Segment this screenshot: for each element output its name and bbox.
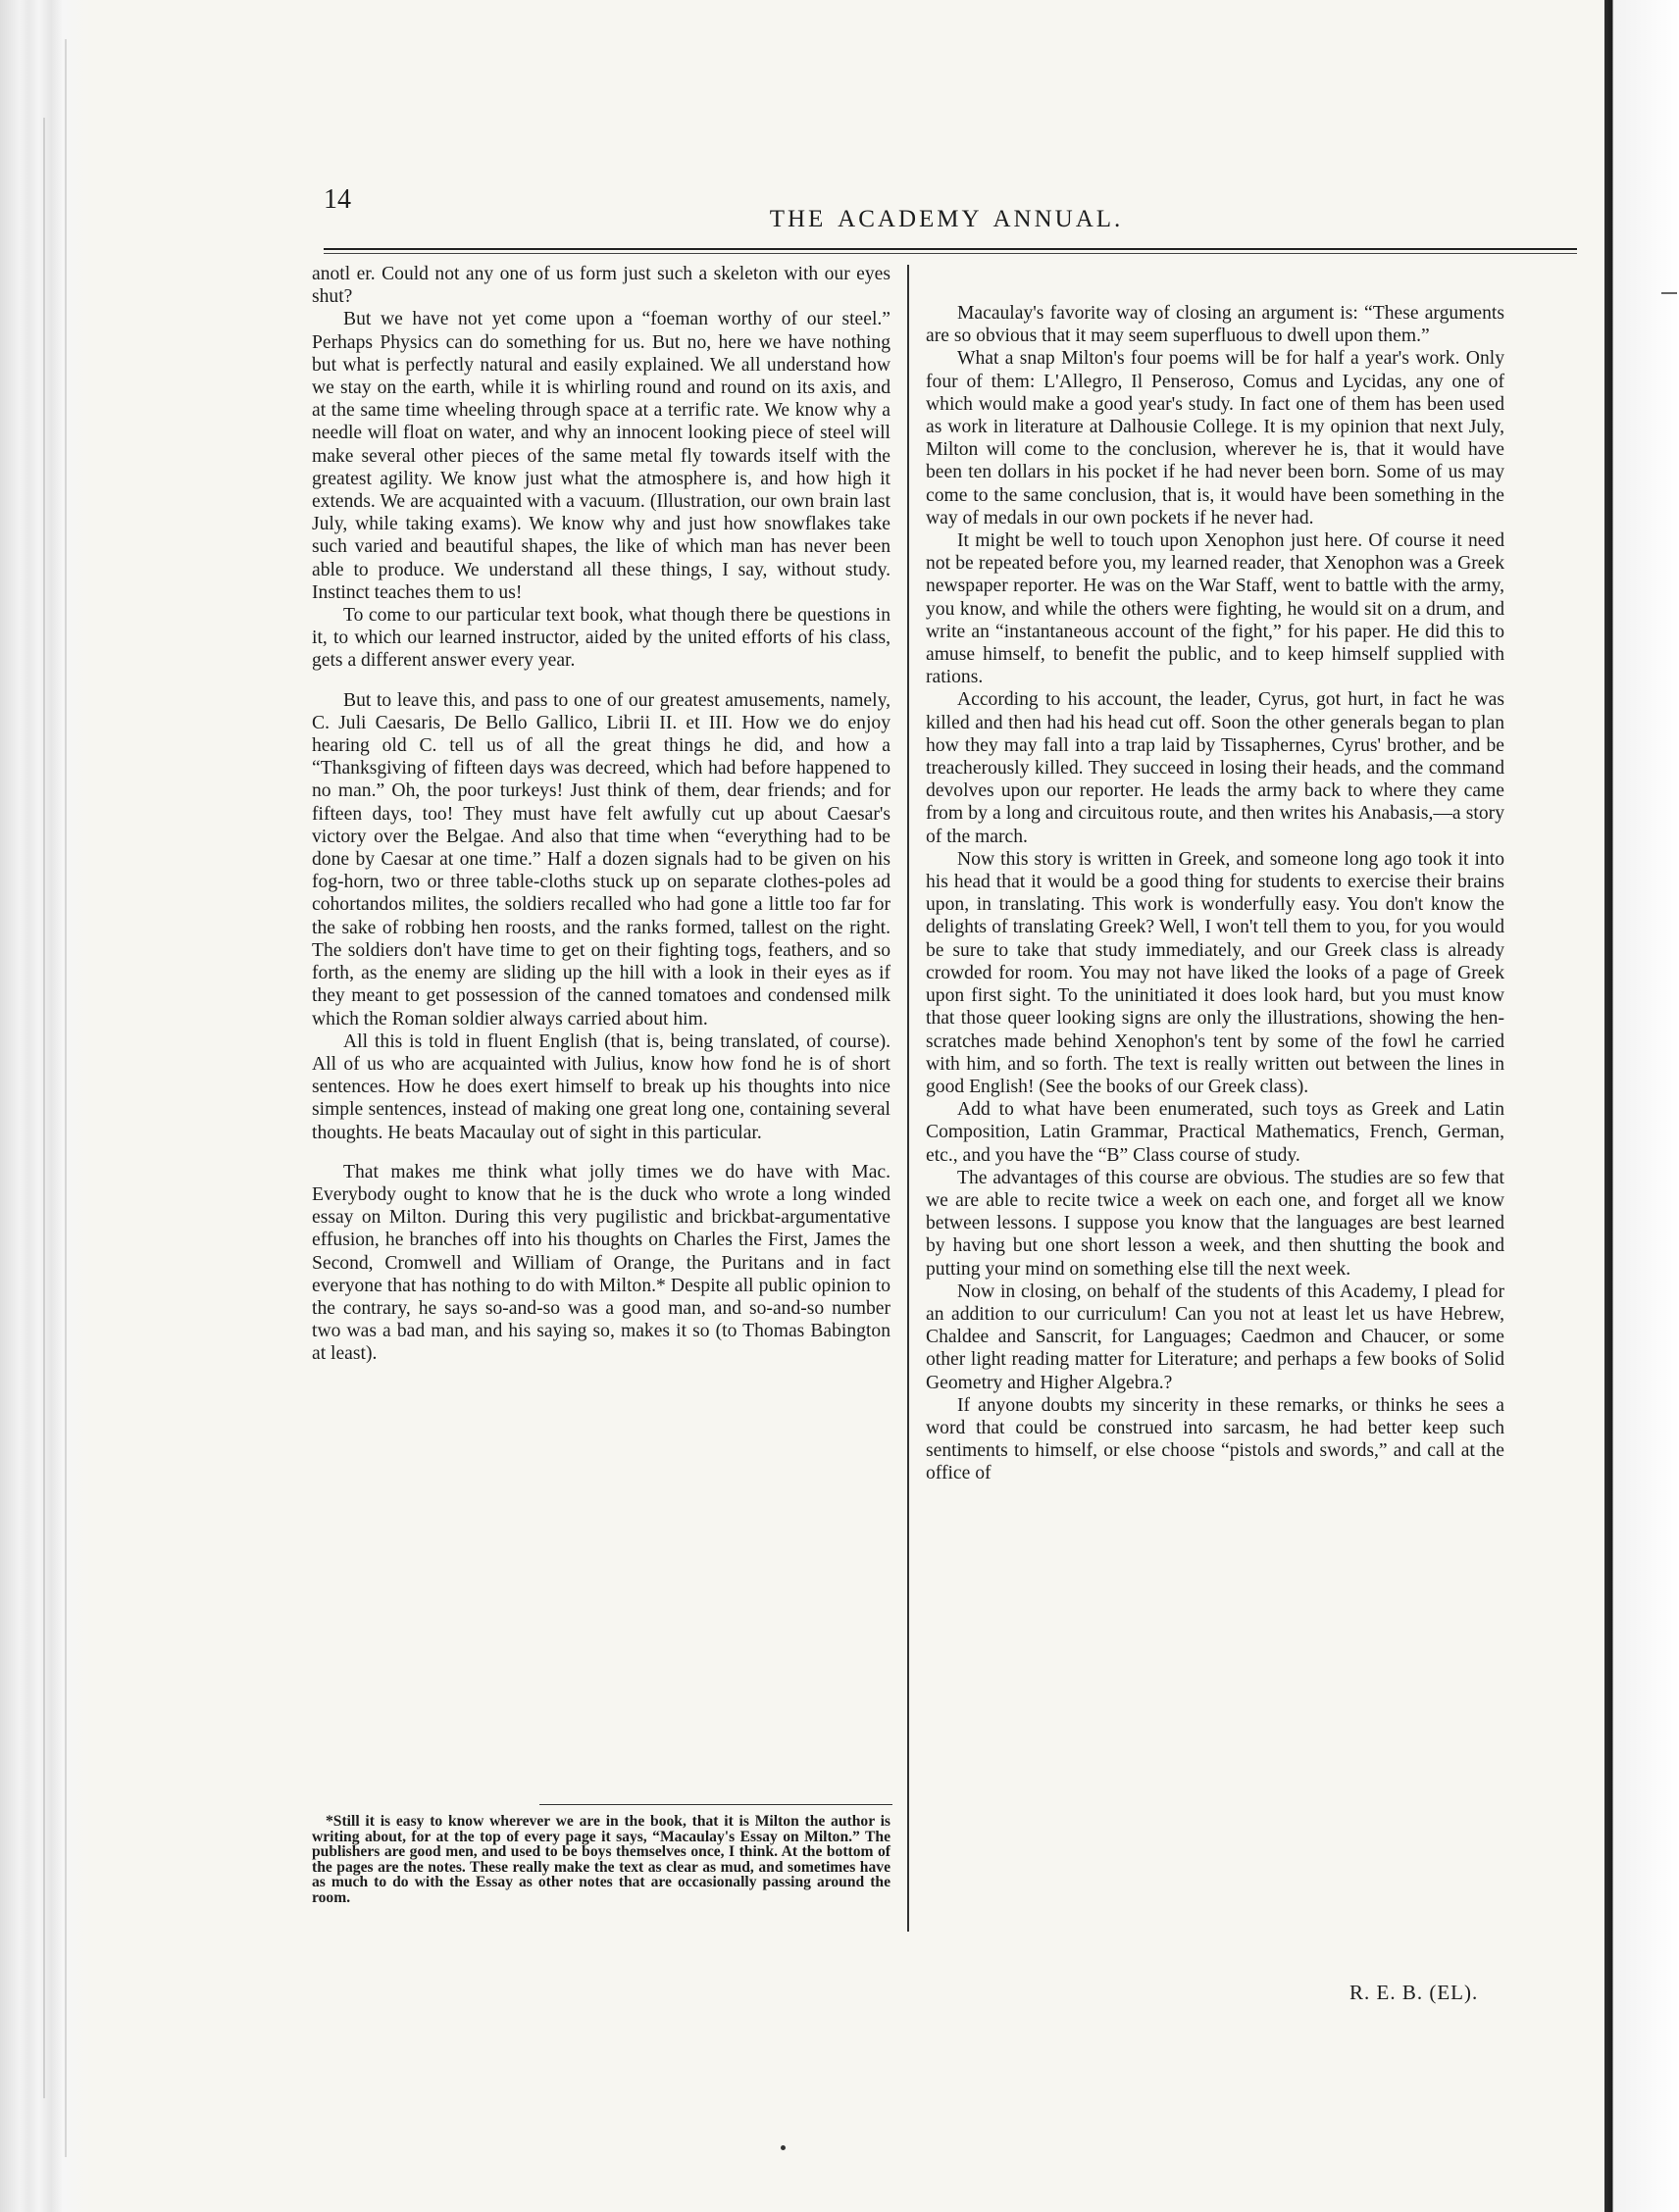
header-rule-thin: [324, 253, 1577, 254]
paragraph: According to his account, the leader, Cyrus, got hurt, in fact he was killed and then had his head cut off. Soon the other generals began to plan how they may fall into a trap laid by Tissaphernes, Cyrus' brother, and be treacherously killed. They succeed in losing their heads, and the command devolves upon our reporter. He leads the army back to where they came from by a long and circuitous route, and then writes his Anabasis,—a story of the march.: [926, 689, 1504, 847]
scanned-page-edge-right: [1604, 0, 1679, 2212]
author-signature: R. E. B. (EL).: [1349, 1981, 1479, 2004]
footnote: [312, 1814, 890, 1906]
paragraph: Add to what have been enumerated, such toys as Greek and Latin Composition, Latin Grammar, Practical Mathematics, French, German, etc., and you have the “B” Class course of study.: [926, 1099, 1504, 1166]
paragraph: Now in closing, on behalf of the students of this Academy, I plead for an addition to our curriculum! Can you not at least let us have Hebrew, Chaldee and Sanscrit, for Languages; Caedmon and Chaucer, or some other light reading matter for Literature; and perhaps a few books of Solid Geometry and Higher Algebra.?: [926, 1281, 1504, 1393]
paragraph: All this is told in fluent English (that is, being translated, of course). All of us who are acquainted with Julius, know how fond he is of short sentences. How he does exert himself to break up his thoughts into nice simple sentences, instead of making one great long one, containing several thoughts. He beats Macaulay out of sight in this particular.: [312, 1031, 890, 1143]
page-number: 14: [324, 184, 351, 215]
paragraph: To come to our particular text book, what though there be questions in it, to which our learned instructor, aided by the united efforts of his class, gets a different answer every year.: [312, 605, 890, 672]
scanned-page-edges-left: [0, 0, 90, 2212]
margin-mark: [1661, 292, 1677, 294]
header-rule: [324, 248, 1577, 250]
paragraph: If anyone doubts my sincerity in these remarks, or thinks he sees a word that could be construed into sarcasm, he had better keep such sentiments to himself, or else choose “pistols and swords,” and call at the office of: [926, 1394, 1504, 1484]
paragraph: Now this story is written in Greek, and someone long ago took it into his head that it would be a good thing for students to exercise their brains upon, in translating. This work is wonderfully easy. You don't know the delights of translating Greek? Well, I won't tell them to you, for you would be sure to take that study immediately, and our Greek class is already crowded for room. You may not have liked the looks of a page of Greek upon first sight. To the uninitiated it does look hard, but you must know that those queer looking signs are only the illustrations, showing the hen-scratches made behind Xenophon's tent by some of the fowl he carried with him, and so forth. The text is really written out between the lines in good English! (See the books of our Greek class).: [926, 848, 1504, 1097]
running-head: THE ACADEMY ANNUAL.: [769, 206, 1124, 232]
left-column: [312, 263, 890, 1366]
paragraph: What a snap Milton's four poems will be for half a year's work. Only four of them: L'Allegro, Il Penseroso, Comus and Lycidas, any one of which would make a good year's study. In fact one of them has been used as work in literature at Dalhousie College. It is my opinion that next July, Milton will come to the conclusion, wherever he is, that it would have been ten dollars in his pocket if he had never been born. Some of us may come to the same conclusion, that is, it would have been something in the way of medals in our own pockets if he never had.: [926, 348, 1504, 528]
paragraph: That makes me think what jolly times we do have with Mac. Everybody ought to know that he is the duck who wrote a long winded essay on Milton. During this very pugilistic and brickbat-argumentative effusion, he branches off into his thoughts on Charles the First, James the Second, Cromwell and William of Orange, the Puritans and in fact everyone that has nothing to do with Milton.* Despite all public opinion to the contrary, he says so-and-so was a good man, and so-and-so number two was a bad man, and his saying so, makes it so (to Thomas Babington at least).: [312, 1161, 890, 1365]
paragraph: But we have not yet come upon a “foeman worthy of our steel.” Perhaps Physics can do something for us. But no, here we have nothing but what is perfectly natural and easily explained. We all understand how we stay on the earth, while it is whirling round and round on its axis, and at the same time wheeling through space at a terrific rate. We know why a needle will float on water, and why an innocent looking piece of steel will make several other pieces of the same metal fly towards itself with the greatest agility. We know just what the atmosphere is, and how high it extends. We are acquainted with a vacuum. (Illustration, our own brain last July, while taking exams). We know why and just how snowflakes take such varied and beautiful shapes, the like of which man has never been able to produce. We understand all these things, I say, without study. Instinct teaches them to us!: [312, 309, 890, 603]
footnote-text: *Still it is easy to know wherever we are in the book, that it is Milton the author is writing about, for at the top of every page it says, “Macaulay's Essay on Milton.” The publishers are good men, and used to be boys themselves once, I think. At the bottom of the pages are the notes. These really make the text as clear as mud, and sometimes have as much to do with the Essay as other notes that are occasionally passing around the room.: [312, 1813, 890, 1906]
paragraph: The advantages of this course are obvious. The studies are so few that we are able to recite twice a week on each one, and forget all we know between lessons. I suppose you know that the languages are best learned by having but one short lesson a week, and then shutting the book and putting your mind on something else till the next week.: [926, 1167, 1504, 1280]
scan-speck: [781, 2145, 786, 2150]
paragraph: Macaulay's favorite way of closing an argument is: “These arguments are so obvious that it may seem superfluous to dwell upon them.”: [926, 303, 1504, 347]
column-divider: [907, 265, 909, 1932]
paragraph: But to leave this, and pass to one of our greatest amusements, namely, C. Juli Caesaris, De Bello Gallico, Librii II. et III. How we do enjoy hearing old C. tell us of all the great things he did, and how a “Thanksgiving of fifteen days was decreed, which had before happened to no man.” Oh, the poor turkeys! Just think of them, dear friends; and for fifteen days, too! They must have felt awfully cut up about Caesar's victory over the Belgae. And also that time when “everything had to be done by Caesar at one time.” Half a dozen signals had to be given on his fog-horn, two or three table-cloths stuck up on separate clothes-poles ad cohortandos milites, the soldiers recalled who had gone a little too far for the sake of robbing hen roosts, and the ranks formed, tallest on the right. The soldiers don't have time to get on their fighting togs, feathers, and so forth, as the enemy are sliding up the hill with a look in their eyes as if they meant to get possession of the canned tomatoes and condensed milk which the Roman soldier always carried about him.: [312, 689, 890, 1030]
footnote-rule: [539, 1804, 892, 1805]
right-column: [926, 302, 1504, 1485]
paragraph: anotl er. Could not any one of us form just such a skeleton with our eyes shut?: [312, 264, 890, 308]
paragraph: It might be well to touch upon Xenophon just here. Of course it need not be repeated before you, my learned reader, that Xenophon was a Greek newspaper reporter. He was on the War Staff, went to battle with the army, you know, and while the others were fighting, he would sit on a drum, and write an “instantaneous account of the fight,” for his paper. He did this to amuse himself, to benefit the public, and to keep himself supplied with rations.: [926, 530, 1504, 688]
